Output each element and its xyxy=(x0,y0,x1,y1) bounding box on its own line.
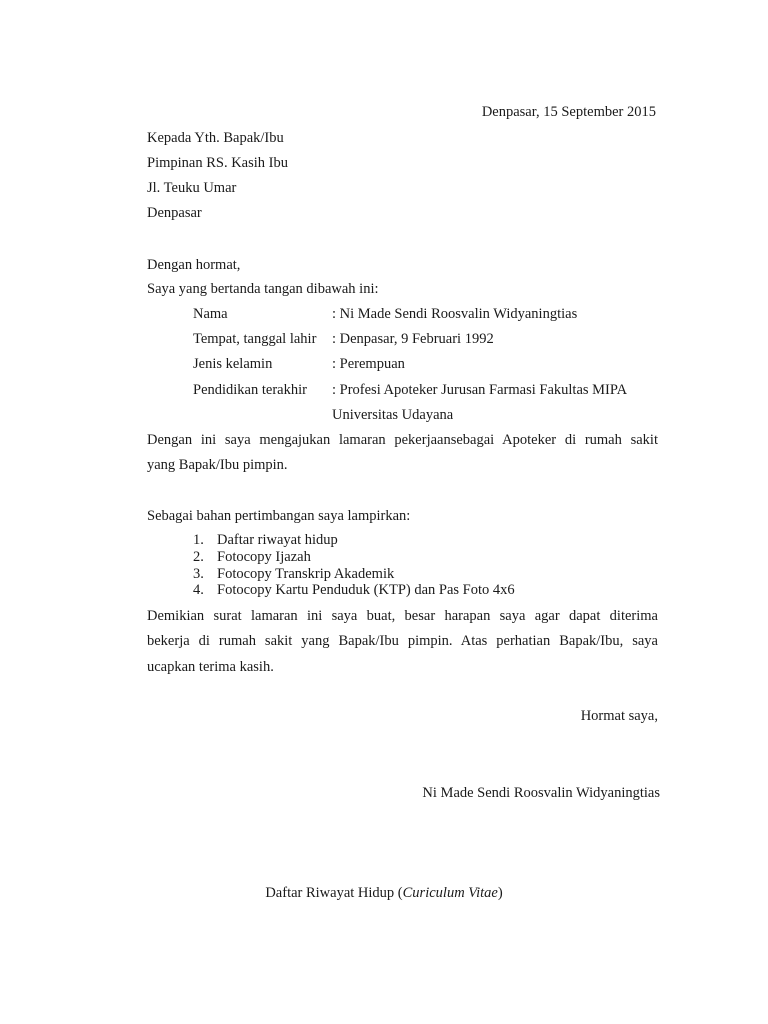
field-label-birth: Tempat, tanggal lahir xyxy=(193,331,317,347)
recipient-line-1: Kepada Yth. Bapak/Ibu xyxy=(147,130,284,146)
attachment-item: Fotocopy Kartu Penduduk (KTP) dan Pas Foto 4x6 xyxy=(217,582,515,598)
cv-title-italic: Curiculum Vitae xyxy=(402,885,498,901)
field-value-education-cont: Universitas Udayana xyxy=(332,407,454,423)
field-value-gender: : Perempuan xyxy=(332,356,405,372)
recipient-line-3: Jl. Teuku Umar xyxy=(147,180,237,196)
field-label-education: Pendidikan terakhir xyxy=(193,382,307,398)
cv-title-prefix: Daftar Riwayat Hidup ( xyxy=(265,885,403,901)
attachment-number: 2. xyxy=(193,549,204,565)
closing-paragraph-line-3: ucapkan terima kasih. xyxy=(147,659,274,675)
cv-title-suffix: ) xyxy=(497,885,503,901)
application-line-1: Dengan ini saya mengajukan lamaran pekerjaansebagai Apoteker di rumah sakit xyxy=(147,432,658,448)
salutation: Dengan hormat, xyxy=(147,257,241,273)
attachment-item: Daftar riwayat hidup xyxy=(217,532,338,548)
closing-greeting: Hormat saya, xyxy=(580,708,658,724)
recipient-line-4: Denpasar xyxy=(147,205,202,221)
attachment-number: 4. xyxy=(193,582,204,598)
field-value-name: : Ni Made Sendi Roosvalin Widyaningtias xyxy=(332,306,578,322)
attachment-number: 3. xyxy=(193,566,204,582)
field-value-education: : Profesi Apoteker Jurusan Farmasi Fakultas MIPA xyxy=(332,382,628,398)
cv-title xyxy=(0,884,768,902)
application-line-2: yang Bapak/Ibu pimpin. xyxy=(147,457,288,473)
closing-paragraph-line-1: Demikian surat lamaran ini saya buat, besar harapan saya agar dapat diterima xyxy=(147,608,658,624)
field-value-birth: : Denpasar, 9 Februari 1992 xyxy=(332,331,494,347)
field-label-gender: Jenis kelamin xyxy=(193,356,273,372)
attachment-item: Fotocopy Ijazah xyxy=(217,549,311,565)
closing-paragraph-line-2: bekerja di rumah sakit yang Bapak/Ibu pimpin. Atas perhatian Bapak/Ibu, saya xyxy=(147,633,658,649)
letter-date: Denpasar, 15 September 2015 xyxy=(481,104,656,120)
intro-text: Saya yang bertanda tangan dibawah ini: xyxy=(147,281,379,297)
attachments-intro: Sebagai bahan pertimbangan saya lampirkan: xyxy=(147,508,411,524)
recipient-line-2: Pimpinan RS. Kasih Ibu xyxy=(147,155,288,171)
signer-name: Ni Made Sendi Roosvalin Widyaningtias xyxy=(422,785,660,801)
field-label-name: Nama xyxy=(193,306,228,322)
attachment-number: 1. xyxy=(193,532,204,548)
attachment-item: Fotocopy Transkrip Akademik xyxy=(217,566,395,582)
